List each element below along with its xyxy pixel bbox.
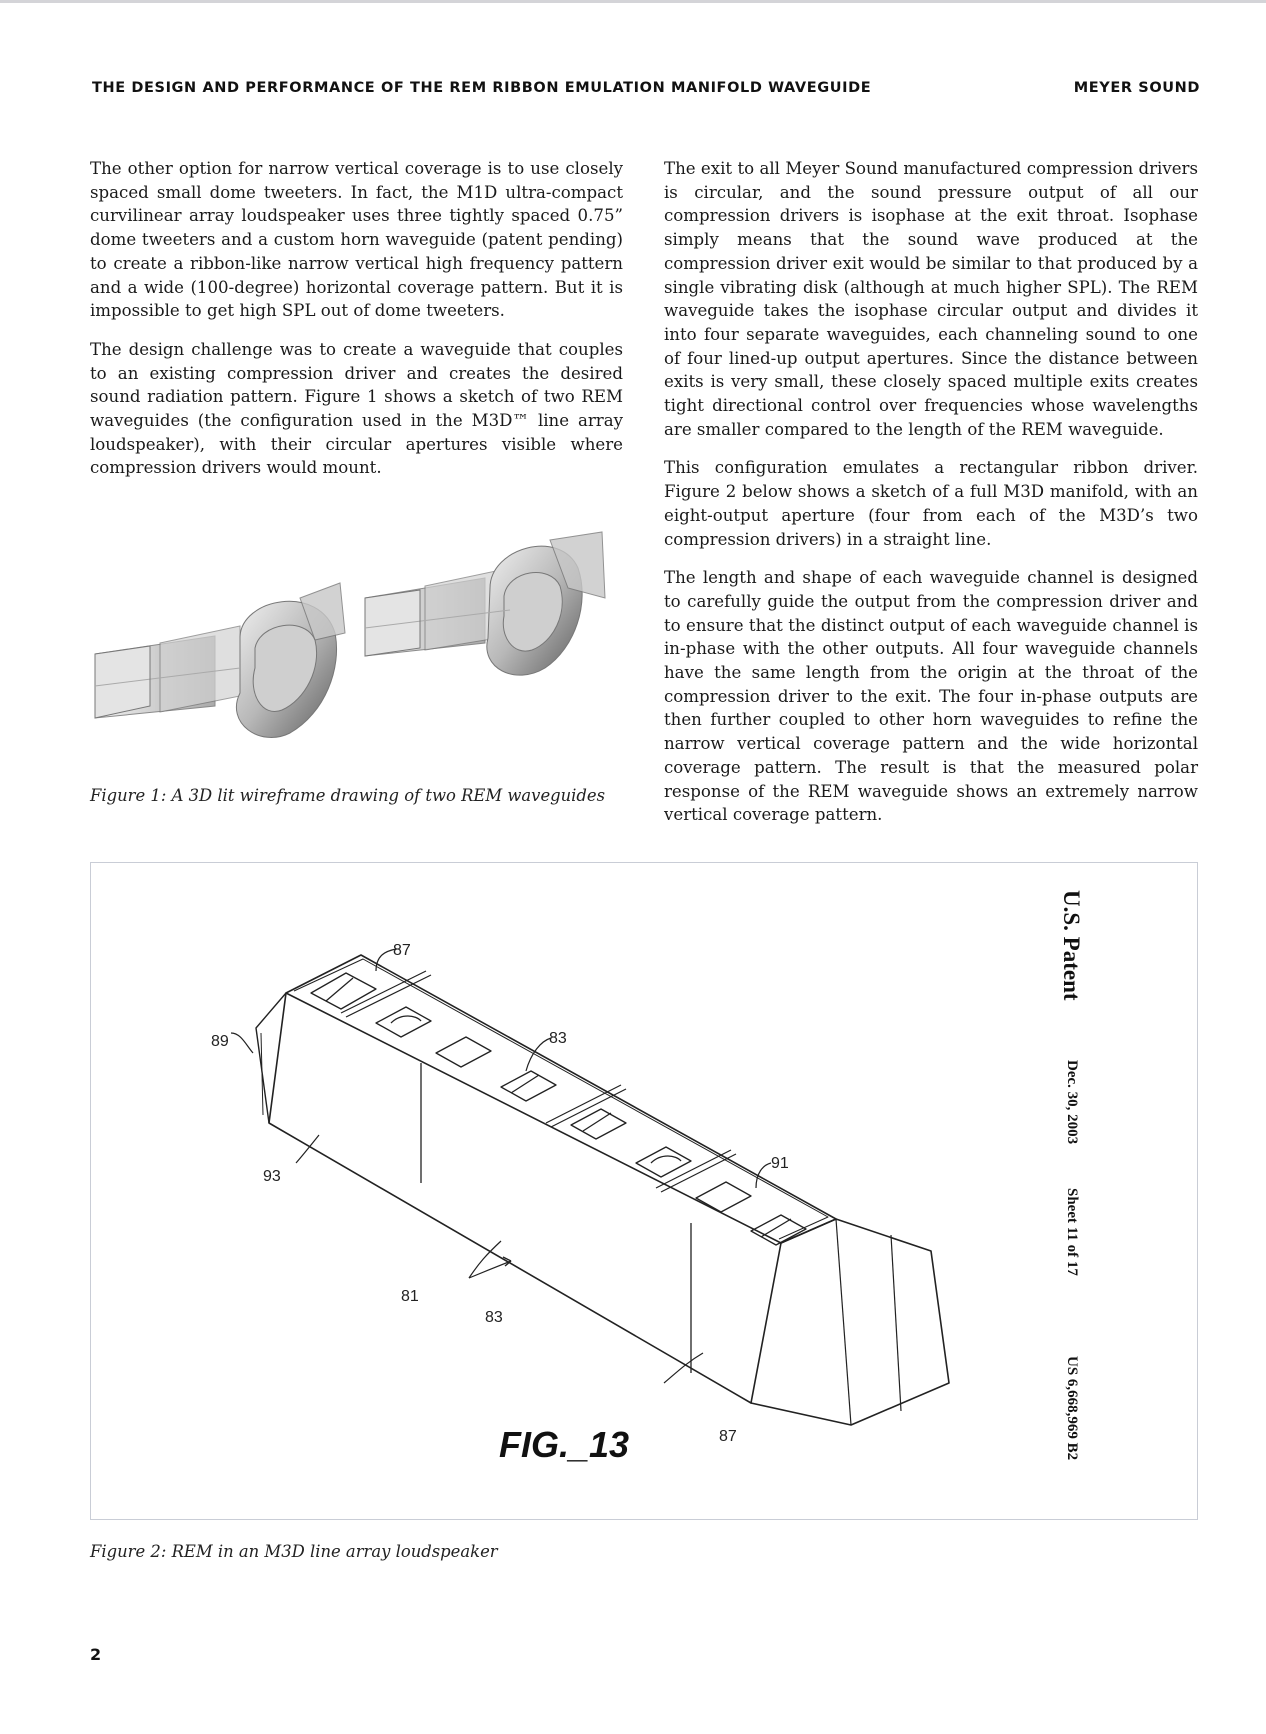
right-column [664, 157, 1198, 842]
manifold-top-face [286, 955, 836, 1243]
ref-label-83-center: 83 [549, 1030, 567, 1047]
ref-label-87-bottom: 87 [719, 1428, 737, 1445]
manifold-front-face [269, 993, 781, 1403]
manifold-end-face [751, 1219, 949, 1425]
patent-drawing-svg [91, 863, 1197, 1519]
left-column [90, 157, 623, 495]
top-rule [0, 0, 1266, 3]
ref-label-87-top: 87 [393, 942, 411, 959]
patent-date: Dec. 30, 2003 [1064, 1060, 1080, 1145]
figure-1-waveguides [90, 528, 624, 778]
figure-1-caption: Figure 1: A 3D lit wireframe drawing of two REM waveguides [90, 786, 606, 805]
running-header-title: THE DESIGN AND PERFORMANCE OF THE REM RIBBON EMULATION MANIFOLD WAVEGUIDE [92, 80, 872, 96]
running-header [92, 80, 1200, 96]
manifold-apertures [311, 973, 806, 1245]
waveguide-left [95, 583, 345, 737]
figure-2-caption: Figure 2: REM in an M3D line array loudspeaker [90, 1542, 498, 1561]
running-header-brand: MEYER SOUND [1073, 80, 1200, 96]
right-paragraph-3: The length and shape of each waveguide channel is designed to carefully guide the output from the compression driver and to ensure that the distinct output of each waveguide channel is in-phase with the other outputs. All four waveguide channels have the same length from the origin at the throat of the compression driver to the exit. The four in-phase outputs are then further coupled to other horn waveguides to refine the narrow vertical coverage pattern and the wide horizontal coverage pattern. The result is that the measured polar response of the REM waveguide shows an extremely narrow vertical coverage pattern. [664, 568, 1198, 825]
left-paragraph-1: The other option for narrow vertical coverage is to use closely spaced small dome tweeters. In fact, the M1D ultra-compact curvilinear array loudspeaker uses three tightly spaced 0.75” dome tweeters and a custom horn waveguide (patent pending) to create a ribbon-like narrow vertical high frequency pattern and a wide (100-degree) horizontal coverage pattern. But it is impossible to get high SPL out of dome tweeters. [90, 159, 623, 321]
ref-label-89: 89 [211, 1033, 229, 1050]
figure-13-label: FIG._13 [499, 1424, 630, 1465]
page-number: 2 [90, 1645, 102, 1664]
ref-label-93: 93 [263, 1168, 281, 1185]
figure-2-patent-drawing [90, 862, 1198, 1520]
patent-header-strip [1052, 890, 1092, 1490]
right-paragraph-2: This configuration emulates a rectangular ribbon driver. Figure 2 below shows a sketch of a full M3D manifold, with an eight-output aperture (four from each of the M3D’s two compression drivers) in a straight line. [664, 458, 1198, 549]
waveguide-right [365, 532, 605, 675]
patent-sheet: Sheet 11 of 17 [1064, 1188, 1080, 1276]
patent-title: U.S. Patent [1059, 890, 1084, 1001]
ref-label-81: 81 [401, 1288, 419, 1305]
ref-label-83-bottom: 83 [485, 1309, 503, 1326]
left-paragraph-2: The design challenge was to create a waveguide that couples to an existing compression driver and creates the desired sound radiation pattern. Figure 1 shows a sketch of two REM waveguides (the configuration used in the M3D™ line array loudspeaker), with their circular apertures visible where compression drivers would mount. [90, 339, 623, 478]
right-paragraph-1: The exit to all Meyer Sound manufactured compression drivers is circular, and the sound pressure output of all our compression drivers is isophase at the exit throat. Isophase simply means that the sound wave produced at the compression driver exit would be similar to that produced by a single vibrating disk (although at much higher SPL). The REM waveguide takes the isophase circular output and divides it into four separate waveguides, each channeling sound to one of four lined-up output apertures. Since the distance between exits is very small, these closely spaced multiple exits creates tight directional control over frequencies whose wavelengths are smaller compared to the length of the REM waveguide. [664, 159, 1198, 439]
ref-label-91: 91 [771, 1155, 789, 1172]
patent-number: US 6,668,969 B2 [1064, 1356, 1080, 1461]
